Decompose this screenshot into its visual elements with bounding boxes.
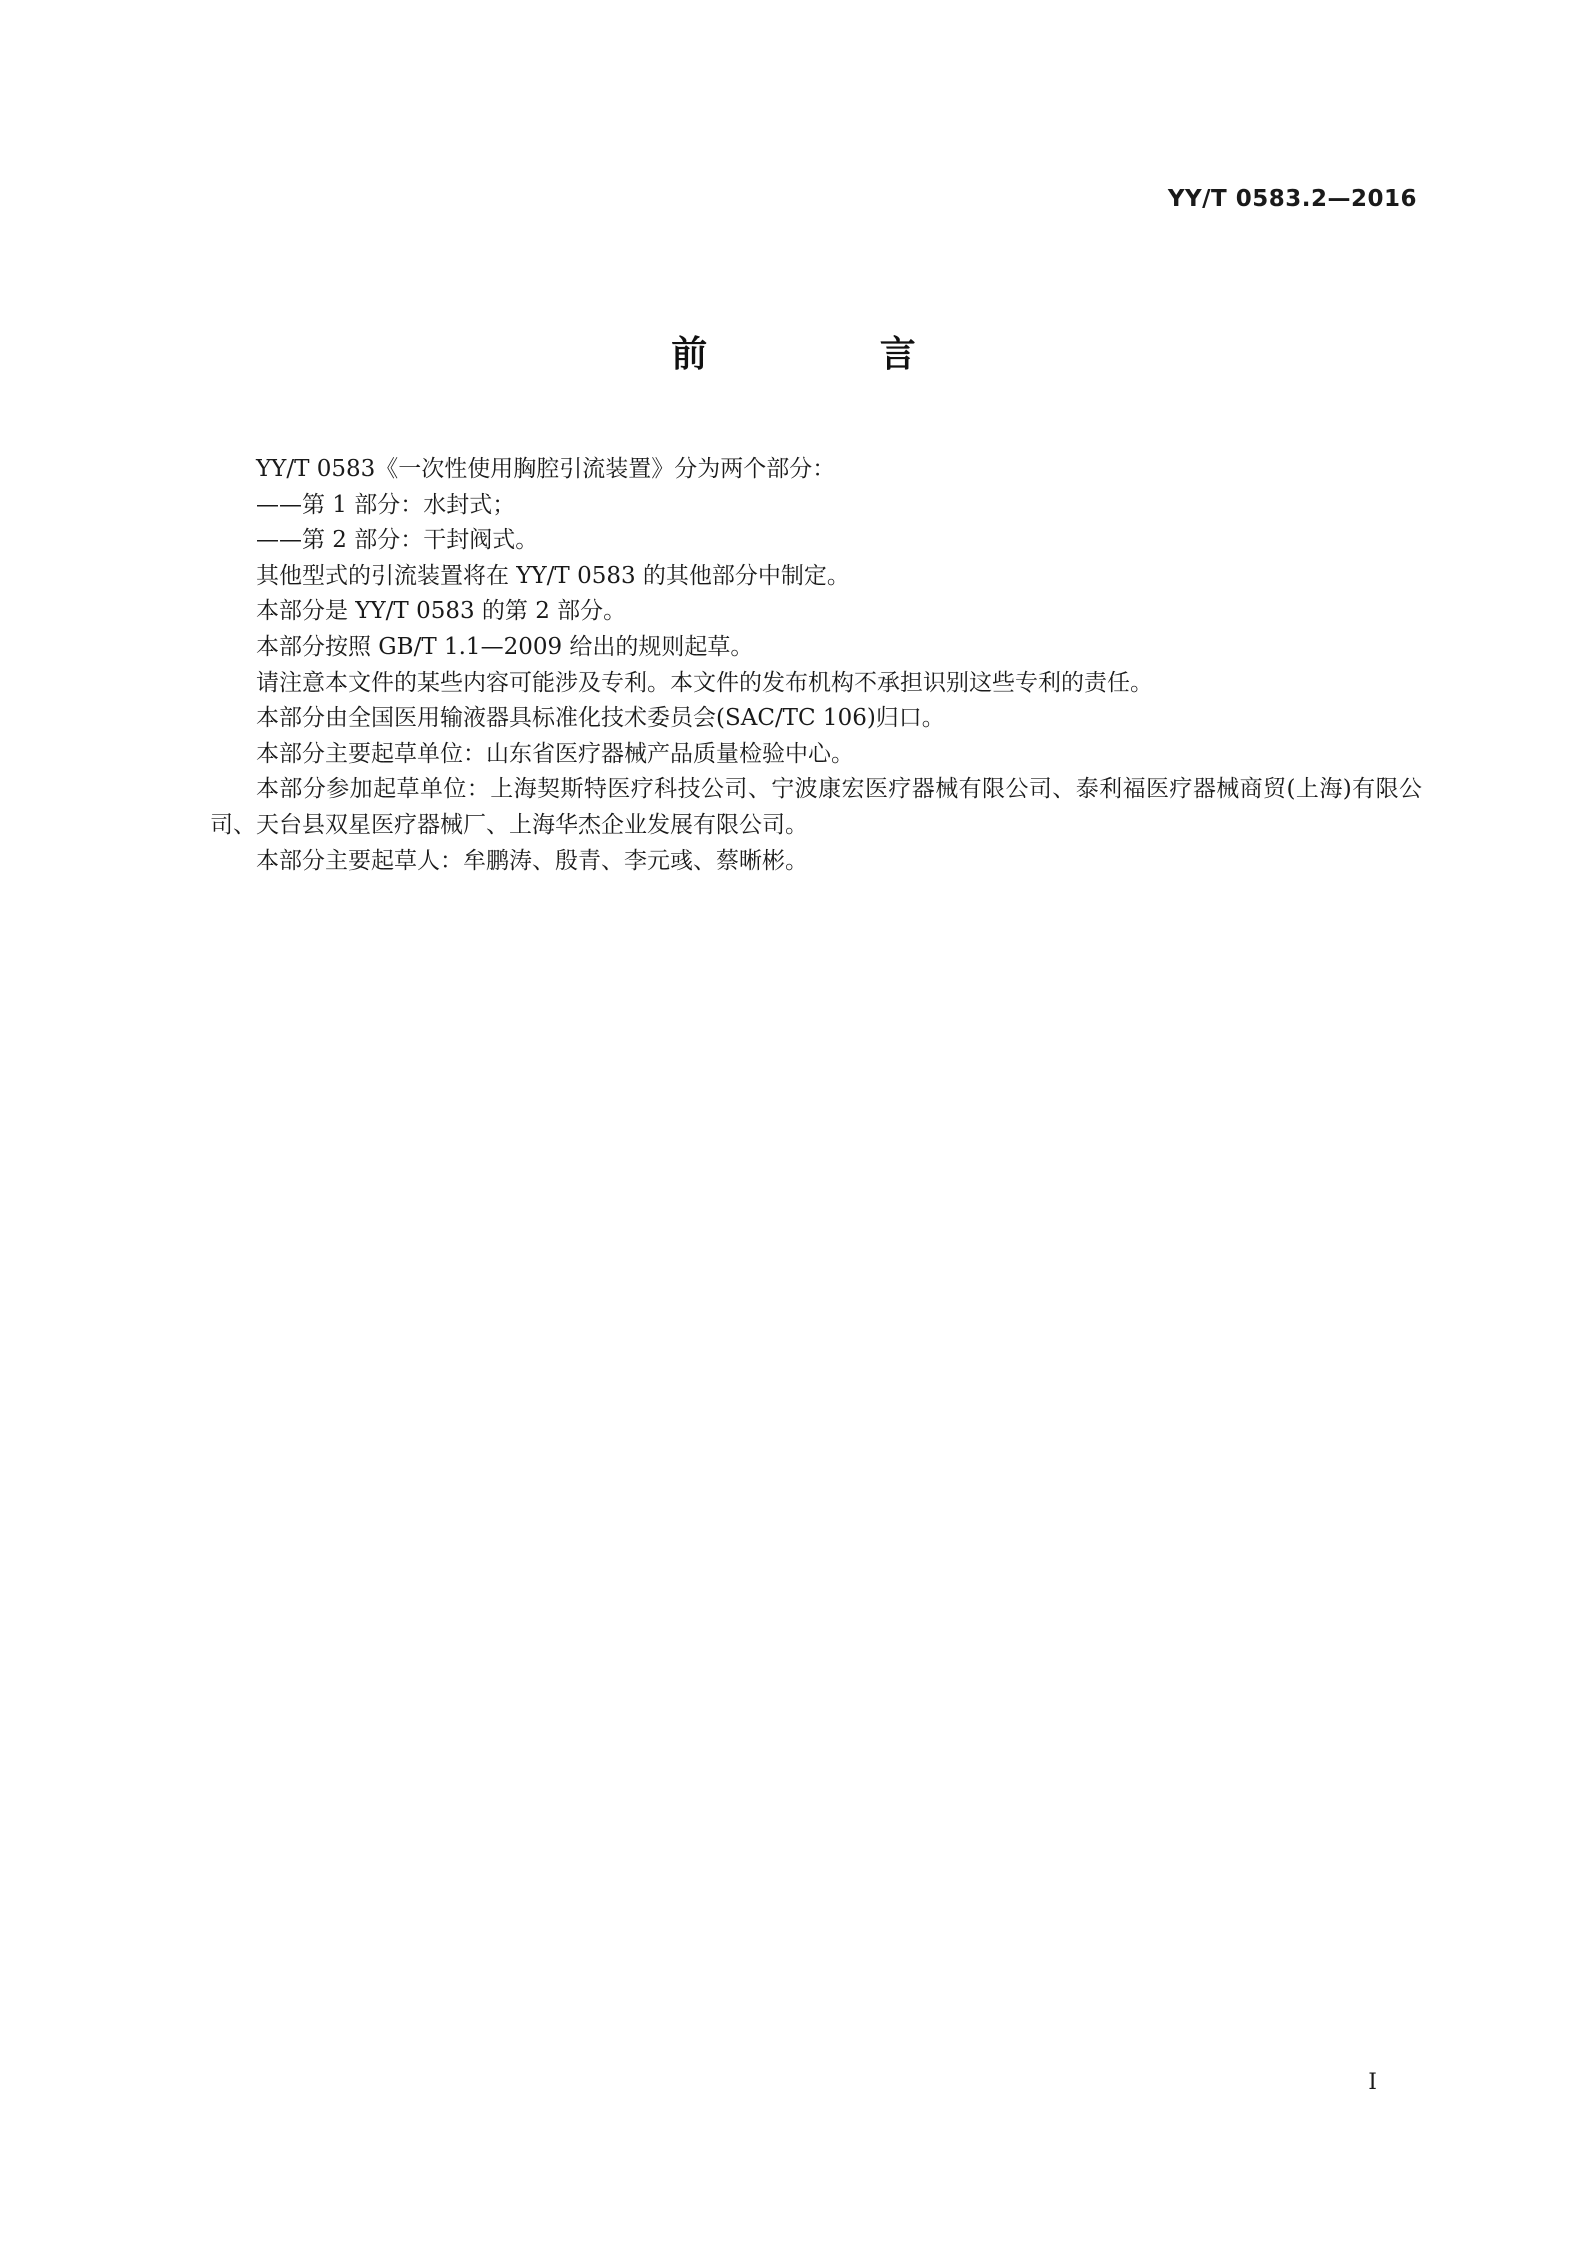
foreword-paragraph: YY/T 0583《一次性使用胸腔引流装置》分为两个部分：: [256, 456, 836, 482]
foreword-paragraph: 本部分主要起草人：牟鹏涛、殷青、李元彧、蔡晰彬。: [256, 847, 808, 874]
foreword-body: [210, 452, 1422, 879]
foreword-paragraph: 本部分是 YY/T 0583 的第 2 部分。: [256, 598, 627, 625]
foreword-paragraph: 本部分按照 GB/T 1.1—2009 给出的规则起草。: [256, 633, 754, 660]
page-title: 前 言: [671, 334, 996, 375]
foreword-paragraph: 请注意本文件的某些内容可能涉及专利。本文件的发布机构不承担识别这些专利的责任。: [256, 669, 1153, 696]
standard-code: YY/T 0583.2—2016: [1167, 186, 1417, 212]
foreword-paragraph: 本部分由全国医用输液器具标准化技术委员会(SAC/TC 106)归口。: [256, 705, 945, 732]
foreword-paragraph: 本部分主要起草单位：山东省医疗器械产品质量检验中心。: [256, 740, 854, 767]
foreword-paragraph: 其他型式的引流装置将在 YY/T 0583 的其他部分中制定。: [256, 562, 850, 589]
page-number: I: [1368, 2070, 1377, 2095]
foreword-list-item: ——第 1 部分：水封式；: [256, 491, 516, 518]
foreword-list-item: ——第 2 部分：干封阀式。: [256, 527, 539, 554]
foreword-paragraph: 本部分参加起草单位：上海契斯特医疗科技公司、宁波康宏医疗器械有限公司、泰利福医疗器械商贸(上海)有限公司、天台县双星医疗器械厂、上海华杰企业发展有限公司。: [210, 776, 1422, 838]
